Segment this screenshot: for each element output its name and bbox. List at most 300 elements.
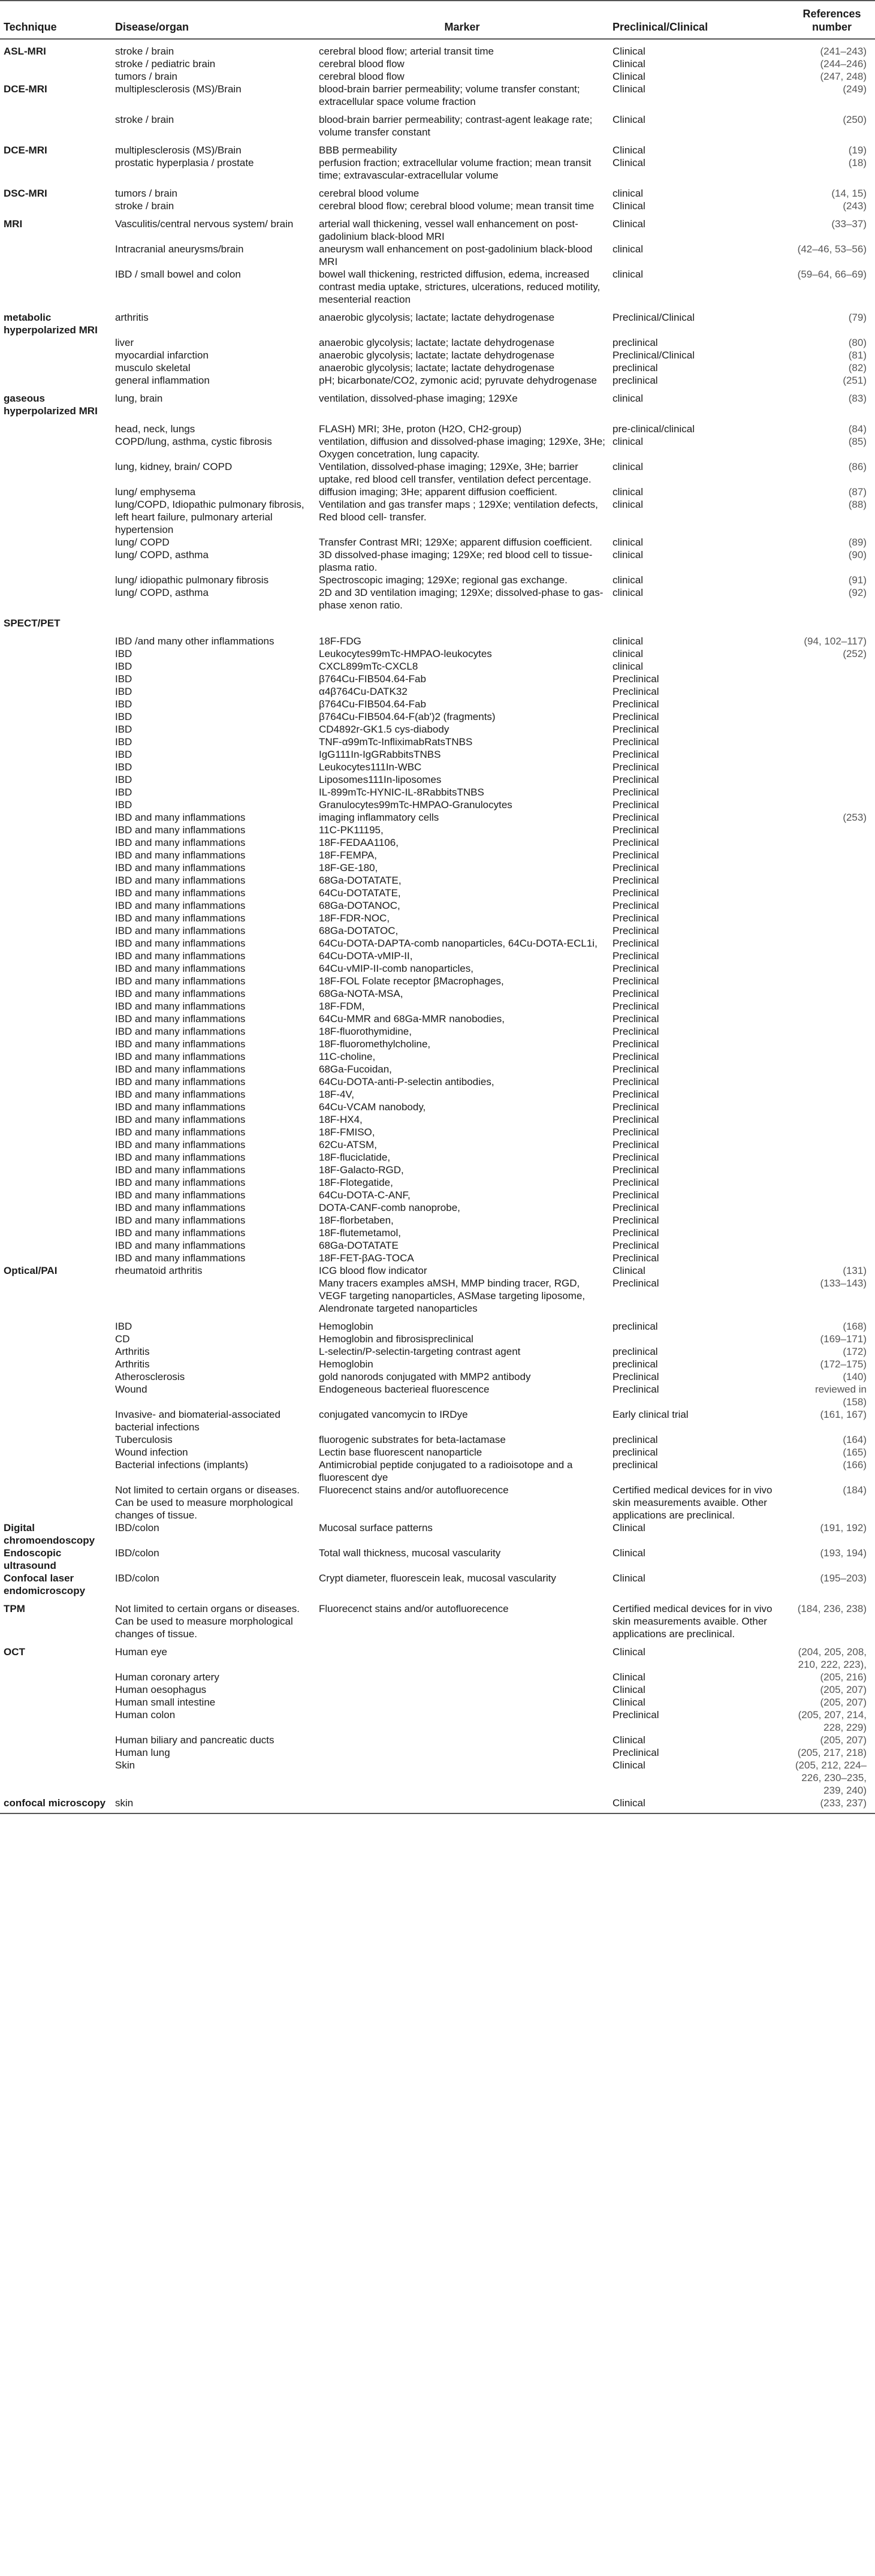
- cell-references: [789, 874, 875, 887]
- cell-references: (172–175): [820, 1358, 867, 1370]
- cell-disease: IBD: [115, 761, 132, 773]
- cell-stage: Preclinical: [612, 824, 659, 836]
- cell-technique: [0, 1683, 111, 1696]
- cell-technique: [0, 647, 111, 660]
- table-row: [0, 710, 875, 723]
- cell-references: [789, 1000, 875, 1013]
- cell-references: (205, 207): [820, 1734, 867, 1746]
- table-row: [0, 58, 875, 70]
- cell-stage: Preclinical: [612, 1038, 659, 1050]
- cell-marker: imaging inflammatory cells: [319, 812, 439, 823]
- table-row: [0, 387, 875, 417]
- cell-references: (83): [848, 393, 867, 404]
- cell-disease: IBD and many inflammations: [115, 837, 246, 848]
- cell-references: (233, 237): [789, 1797, 875, 1813]
- cell-technique: [0, 374, 111, 387]
- cell-references: [789, 1214, 875, 1227]
- table-row: [0, 1734, 875, 1746]
- cell-stage: Preclinical: [612, 1215, 659, 1226]
- cell-disease: IBD and many inflammations: [115, 862, 246, 873]
- cell-references: [789, 685, 875, 698]
- cell-disease: IBD and many inflammations: [115, 824, 246, 836]
- cell-stage: Preclinical: [612, 1371, 659, 1382]
- table-row: [0, 361, 875, 374]
- cell-disease: IBD: [115, 1321, 132, 1332]
- cell-disease: IBD and many inflammations: [115, 1139, 246, 1150]
- cell-disease: IBD and many inflammations: [115, 988, 246, 999]
- cell-disease: IBD /and many other inflammations: [115, 635, 274, 647]
- cell-technique: [0, 70, 111, 83]
- cell-marker: cerebral blood flow; cerebral blood volume; mean transit time: [319, 200, 595, 212]
- cell-stage: preclinical: [612, 375, 658, 386]
- table-row: [0, 1358, 875, 1370]
- cell-disease: IBD and many inflammations: [115, 887, 246, 899]
- cell-marker: 18F-HX4,: [319, 1114, 363, 1125]
- table-row: [0, 349, 875, 361]
- cell-stage: Clinical: [612, 1759, 645, 1771]
- cell-marker: fluorogenic substrates for beta-lactamase: [319, 1434, 506, 1445]
- cell-stage: Clinical: [612, 71, 645, 82]
- cell-references: (205, 207): [820, 1684, 867, 1695]
- cell-marker: Spectroscopic imaging; 129Xe; regional gas exchange.: [319, 574, 568, 586]
- cell-technique: [0, 1671, 111, 1683]
- cell-references: (204, 205, 208, 210, 222, 223),: [798, 1646, 867, 1670]
- cell-references: (140): [843, 1371, 867, 1382]
- table-row: [0, 486, 875, 498]
- cell-marker: 18F-Flotegatide,: [319, 1177, 393, 1188]
- table-row: [0, 611, 875, 629]
- cell-disease: Vasculitis/central nervous system/ brain: [115, 218, 294, 230]
- cell-disease: prostatic hyperplasia / prostate: [115, 157, 254, 168]
- cell-references: [789, 924, 875, 937]
- cell-references: (247, 248): [820, 71, 867, 82]
- cell-marker: β764Cu-FIB504.64-Fab: [319, 698, 426, 710]
- cell-disease: IBD and many inflammations: [115, 849, 246, 861]
- table-row: [0, 1746, 875, 1759]
- cell-references: [789, 773, 875, 786]
- cell-references: [789, 1239, 875, 1252]
- table-row: [0, 1709, 875, 1734]
- cell-marker: 18F-Galacto-RGD,: [319, 1164, 404, 1176]
- cell-stage: Clinical: [612, 46, 645, 57]
- cell-technique: [0, 660, 111, 673]
- cell-references: (92): [848, 587, 867, 598]
- cell-technique: [0, 861, 111, 874]
- cell-disease: Human lung: [115, 1747, 170, 1758]
- table-row: [0, 1252, 875, 1264]
- cell-disease: tumors / brain: [115, 71, 177, 82]
- cell-marker: α4β764Cu-DATK32: [319, 686, 408, 697]
- cell-disease: Not limited to certain organs or diseases. Can be used to measure morphological changes of tissue.: [115, 1484, 300, 1521]
- cell-marker: Leukocytes99mTc-HMPAO-leukocytes: [319, 648, 492, 659]
- cell-technique: [0, 1189, 111, 1201]
- cell-disease: lung/ COPD, asthma: [115, 587, 209, 598]
- cell-references: [789, 1227, 875, 1239]
- cell-marker: bowel wall thickening, restricted diffusion, edema, increased contrast media uptake, strictures, ulcerations, reduced motility, mesenterial reaction: [319, 269, 601, 305]
- cell-disease: multiplesclerosis (MS)/Brain: [115, 83, 242, 95]
- cell-technique: [0, 811, 111, 824]
- table-row: [0, 786, 875, 799]
- cell-technique: [0, 1050, 111, 1063]
- cell-disease: Intracranial aneurysms/brain: [115, 243, 244, 255]
- cell-technique: [0, 1333, 111, 1345]
- cell-disease: IBD and many inflammations: [115, 1101, 246, 1113]
- cell-stage: Preclinical: [612, 698, 659, 710]
- cell-technique: [0, 1408, 111, 1433]
- cell-marker: CD4892r-GK1.5 cys-diabody: [319, 724, 449, 735]
- cell-stage: Clinical: [612, 1734, 645, 1746]
- table-row: [0, 698, 875, 710]
- cell-stage: clinical: [612, 499, 644, 510]
- cell-references: (205, 212, 224–226, 230–235, 239, 240): [795, 1759, 867, 1796]
- cell-stage: preclinical: [612, 362, 658, 373]
- cell-references: (166): [843, 1459, 867, 1471]
- cell-stage: Clinical: [612, 1671, 645, 1683]
- cell-marker: 11C-PK11195,: [319, 824, 384, 836]
- cell-references: (86): [848, 461, 867, 472]
- cell-marker: Many tracers examples aMSH, MMP binding tracer, RGD, VEGF targeting nanoparticles, ASMase targeting liposome, Alendronate targeted nanoparticles: [319, 1278, 586, 1314]
- cell-disease: IBD and many inflammations: [115, 1038, 246, 1050]
- cell-technique: [0, 1734, 111, 1746]
- cell-references: [789, 1176, 875, 1189]
- cell-technique: [0, 1252, 111, 1264]
- cell-technique: [0, 1746, 111, 1759]
- cell-stage: Preclinical: [612, 1051, 659, 1062]
- cell-marker: 18F-FMISO,: [319, 1126, 375, 1138]
- cell-references: [789, 1189, 875, 1201]
- cell-marker: Liposomes111In-liposomes: [319, 774, 442, 785]
- cell-technique: [0, 1277, 111, 1315]
- cell-technique: [0, 417, 111, 435]
- cell-disease: IBD and many inflammations: [115, 1177, 246, 1188]
- cell-disease: IBD and many inflammations: [115, 912, 246, 924]
- cell-marker: 62Cu-ATSM,: [319, 1139, 377, 1150]
- cell-disease: Human oesophagus: [115, 1684, 207, 1695]
- cell-stage: Preclinical: [612, 1177, 659, 1188]
- table-body: [0, 39, 875, 1813]
- table-row: [0, 1214, 875, 1227]
- cell-stage: clinical: [612, 537, 644, 548]
- cell-disease: musculo skeletal: [115, 362, 191, 373]
- cell-technique: ASL-MRI: [4, 46, 46, 57]
- cell-marker: Ventilation, dissolved-phase imaging; 129Xe, 3He; barrier uptake, red blood cell transfer, ventilation defect percentage.: [319, 461, 592, 485]
- cell-technique: [0, 1038, 111, 1050]
- cell-stage: Preclinical: [612, 1252, 659, 1264]
- cell-stage: clinical: [612, 661, 644, 672]
- table-row: [0, 1176, 875, 1189]
- cell-references: [789, 836, 875, 849]
- cell-marker: DOTA-CANF-comb nanoprobe,: [319, 1202, 460, 1213]
- cell-references: (85): [848, 436, 867, 447]
- table-row: [0, 306, 875, 336]
- cell-stage: preclinical: [612, 337, 658, 348]
- cell-stage: Certified medical devices for in vivo skin measurements avaible. Other applications are preclinical.: [612, 1603, 773, 1640]
- cell-disease: Wound infection: [115, 1447, 188, 1458]
- cell-marker: Fluorecenct stains and/or autofluorecence: [319, 1603, 509, 1614]
- cell-references: [789, 673, 875, 685]
- cell-technique: [0, 1383, 111, 1408]
- cell-stage: Clinical: [612, 144, 645, 156]
- table-row: [0, 1640, 875, 1671]
- cell-references: (19): [848, 144, 867, 156]
- cell-references: (14, 15): [831, 188, 867, 199]
- table-row: [0, 660, 875, 673]
- cell-disease: skin: [111, 1797, 315, 1813]
- cell-marker: 68Ga-DOTATATE: [319, 1240, 399, 1251]
- cell-disease: IBD and many inflammations: [115, 1164, 246, 1176]
- table-row: [0, 1264, 875, 1277]
- cell-disease: Arthritis: [115, 1358, 150, 1370]
- table-row: [0, 1383, 875, 1408]
- cell-references: [789, 1201, 875, 1214]
- cell-disease: IBD/colon: [115, 1547, 159, 1559]
- table-row: [0, 574, 875, 586]
- cell-technique: Optical/PAI: [4, 1265, 58, 1276]
- cell-disease: IBD and many inflammations: [115, 1152, 246, 1163]
- cell-technique: MRI: [4, 218, 23, 230]
- cell-technique: DCE-MRI: [4, 144, 47, 156]
- cell-stage: clinical: [612, 461, 644, 472]
- cell-references: [789, 1113, 875, 1126]
- cell-references: [789, 1151, 875, 1164]
- cell-references: (94, 102–117): [804, 635, 867, 647]
- table-row: [0, 1370, 875, 1383]
- cell-references: (89): [848, 537, 867, 548]
- cell-stage: Clinical: [612, 83, 645, 95]
- cell-stage: Preclinical: [612, 950, 659, 962]
- cell-stage: Preclinical: [612, 1001, 659, 1012]
- cell-stage: Early clinical trial: [612, 1409, 689, 1420]
- cell-technique: [0, 1164, 111, 1176]
- table-row: [0, 849, 875, 861]
- cell-references: [789, 987, 875, 1000]
- cell-stage: Preclinical: [612, 1709, 659, 1721]
- table-row: [0, 924, 875, 937]
- cell-disease: IBD/colon: [115, 1572, 159, 1584]
- cell-references: [789, 824, 875, 836]
- header-stage: Preclinical/Clinical: [609, 1, 789, 39]
- cell-technique: [0, 1358, 111, 1370]
- cell-technique: [0, 536, 111, 549]
- cell-disease: IBD/colon: [115, 1522, 159, 1533]
- cell-marker: 18F-4V,: [319, 1089, 354, 1100]
- cell-references: (205, 216): [820, 1671, 867, 1683]
- table-row: [0, 1050, 875, 1063]
- cell-technique: [0, 673, 111, 685]
- cell-marker: 68Ga-Fucoidan,: [319, 1063, 392, 1075]
- cell-disease: stroke / brain: [115, 46, 174, 57]
- cell-disease: IBD and many inflammations: [115, 1026, 246, 1037]
- cell-disease: IBD and many inflammations: [115, 1202, 246, 1213]
- table-row: [0, 1164, 875, 1176]
- cell-references: [789, 1126, 875, 1138]
- cell-references: [789, 799, 875, 811]
- cell-technique: [0, 887, 111, 899]
- table-row: [0, 1759, 875, 1797]
- cell-references: [789, 1050, 875, 1063]
- cell-technique: [0, 836, 111, 849]
- cell-technique: [0, 698, 111, 710]
- cell-disease: IBD and many inflammations: [115, 975, 246, 987]
- table-row: [0, 1239, 875, 1252]
- table-row: [0, 1459, 875, 1484]
- cell-references: [789, 723, 875, 736]
- cell-disease: IBD and many inflammations: [115, 963, 246, 974]
- cell-marker: [315, 1671, 609, 1683]
- table-row: [0, 1333, 875, 1345]
- cell-references: [789, 1164, 875, 1176]
- cell-disease: IBD: [115, 724, 132, 735]
- cell-stage: Clinical: [612, 1265, 645, 1276]
- cell-references: (241–243): [820, 46, 867, 57]
- cell-disease: lung, brain: [115, 393, 163, 404]
- cell-references: (90): [848, 549, 867, 561]
- cell-stage: Preclinical/Clinical: [612, 312, 695, 323]
- cell-disease: IBD and many inflammations: [115, 1252, 246, 1264]
- cell-technique: [0, 685, 111, 698]
- table-row: [0, 460, 875, 486]
- cell-references: [789, 786, 875, 799]
- cell-stage: Clinical: [612, 1646, 645, 1658]
- cell-references: [789, 975, 875, 987]
- table-row: [0, 336, 875, 349]
- cell-marker: FLASH) MRI; 3He, proton (H2O, CH2-group): [319, 423, 522, 435]
- cell-references: (81): [848, 350, 867, 361]
- cell-stage: Clinical: [612, 114, 645, 125]
- cell-references: [789, 1075, 875, 1088]
- cell-marker: BBB permeability: [319, 144, 397, 156]
- cell-technique: [0, 874, 111, 887]
- cell-technique: [0, 962, 111, 975]
- cell-marker: 18F-GE-180,: [319, 862, 378, 873]
- table-row: [0, 417, 875, 435]
- cell-marker: 64Cu-DOTA-DAPTA-comb nanoparticles, 64Cu-DOTA-ECL1i,: [319, 938, 598, 949]
- cell-marker: anaerobic glycolysis; lactate; lactate dehydrogenase: [319, 312, 555, 323]
- cell-disease: Atherosclerosis: [115, 1371, 185, 1382]
- cell-marker: 18F-FEDAA1106,: [319, 837, 399, 848]
- cell-references: [789, 660, 875, 673]
- cell-marker: 18F-FDG: [319, 635, 361, 647]
- table-row: [0, 549, 875, 574]
- cell-stage: Certified medical devices for in vivo skin measurements avaible. Other applications are preclinical.: [612, 1484, 773, 1521]
- cell-disease: IBD: [115, 661, 132, 672]
- table-row: [0, 1063, 875, 1075]
- cell-references: (205, 217, 218): [797, 1747, 867, 1758]
- cell-references: (243): [843, 200, 867, 212]
- cell-technique: [0, 773, 111, 786]
- cell-references: [789, 849, 875, 861]
- cell-marker: [315, 1696, 609, 1709]
- table-row: [0, 1597, 875, 1640]
- cell-references: [789, 1138, 875, 1151]
- cell-references: (79): [848, 312, 867, 323]
- cell-marker: Hemoglobin: [319, 1321, 373, 1332]
- cell-stage: Preclinical: [612, 988, 659, 999]
- cell-technique: [0, 268, 111, 306]
- cell-marker: anaerobic glycolysis; lactate; lactate dehydrogenase: [319, 350, 555, 361]
- cell-references: [789, 611, 875, 629]
- cell-stage: Clinical: [612, 200, 645, 212]
- table-row: [0, 1683, 875, 1696]
- table-row: [0, 761, 875, 773]
- cell-disease: IBD and many inflammations: [115, 950, 246, 962]
- cell-technique: [0, 200, 111, 212]
- cell-references: (249): [843, 83, 867, 95]
- table-row: [0, 268, 875, 306]
- table-row: [0, 874, 875, 887]
- cell-references: (252): [843, 648, 867, 659]
- cell-stage: Preclinical: [612, 1152, 659, 1163]
- cell-disease: IBD and many inflammations: [115, 1227, 246, 1239]
- cell-disease: head, neck, lungs: [115, 423, 195, 435]
- cell-marker: 18F-FOL Folate receptor βMacrophages,: [319, 975, 504, 987]
- table-row: [0, 1088, 875, 1101]
- cell-disease: Human biliary and pancreatic ducts: [115, 1734, 274, 1746]
- table-row: [0, 138, 875, 156]
- cell-technique: [0, 1201, 111, 1214]
- cell-stage: clinical: [612, 635, 644, 647]
- cell-marker: 3D dissolved-phase imaging; 129Xe; red blood cell to tissue-plasma ratio.: [319, 549, 593, 573]
- cell-stage: Preclinical: [612, 1227, 659, 1239]
- table-header-row: [0, 1, 875, 39]
- table-row: [0, 1315, 875, 1333]
- cell-references: (133–143): [820, 1278, 867, 1289]
- cell-marker: ventilation, diffusion and dissolved-phase imaging; 129Xe, 3He; Oxygen concetration, lung capacity.: [319, 436, 605, 460]
- cell-marker: 64Cu-DOTA-vMIP-II,: [319, 950, 413, 962]
- cell-marker: 64Cu-VCAM nanobody,: [319, 1101, 426, 1113]
- cell-disease: IBD: [115, 686, 132, 697]
- cell-stage: clinical: [612, 188, 644, 199]
- cell-technique: [0, 549, 111, 574]
- cell-technique: [0, 1459, 111, 1484]
- cell-technique: [0, 1151, 111, 1164]
- cell-marker: 18F-fluorothymidine,: [319, 1026, 412, 1037]
- cell-references: [789, 962, 875, 975]
- cell-marker: IgG111In-IgGRabbitsTNBS: [319, 749, 441, 760]
- cell-technique: [0, 924, 111, 937]
- cell-references: (172): [843, 1346, 867, 1357]
- table-row: [0, 39, 875, 58]
- cell-disease: IBD and many inflammations: [115, 1001, 246, 1012]
- cell-disease: liver: [115, 337, 134, 348]
- cell-stage: Clinical: [612, 218, 645, 230]
- header-marker: Marker: [315, 1, 609, 39]
- cell-disease: rheumatoid arthritis: [115, 1265, 203, 1276]
- cell-disease: CD: [115, 1333, 130, 1345]
- cell-disease: IBD and many inflammations: [115, 1189, 246, 1201]
- cell-technique: [0, 710, 111, 723]
- cell-references: [789, 710, 875, 723]
- table-row: [0, 1126, 875, 1138]
- cell-marker: TNF-α99mTc-InfliximabRatsTNBS: [319, 736, 473, 748]
- cell-stage: Preclinical: [612, 975, 659, 987]
- cell-technique: [0, 1176, 111, 1189]
- cell-stage: Preclinical: [612, 1202, 659, 1213]
- cell-stage: Clinical: [612, 1697, 645, 1708]
- cell-stage: Preclinical: [612, 1101, 659, 1113]
- cell-technique: [0, 336, 111, 349]
- cell-references: (88): [848, 499, 867, 510]
- cell-disease: Skin: [115, 1759, 135, 1771]
- cell-stage: Preclinical/Clinical: [612, 350, 695, 361]
- cell-disease: IBD and many inflammations: [115, 812, 246, 823]
- cell-marker: Mucosal surface patterns: [319, 1522, 433, 1533]
- table-row: [0, 1797, 875, 1813]
- cell-marker: anaerobic glycolysis; lactate; lactate dehydrogenase: [319, 362, 555, 373]
- cell-disease: IBD: [115, 799, 132, 811]
- cell-technique: [0, 899, 111, 912]
- table-row: [0, 773, 875, 786]
